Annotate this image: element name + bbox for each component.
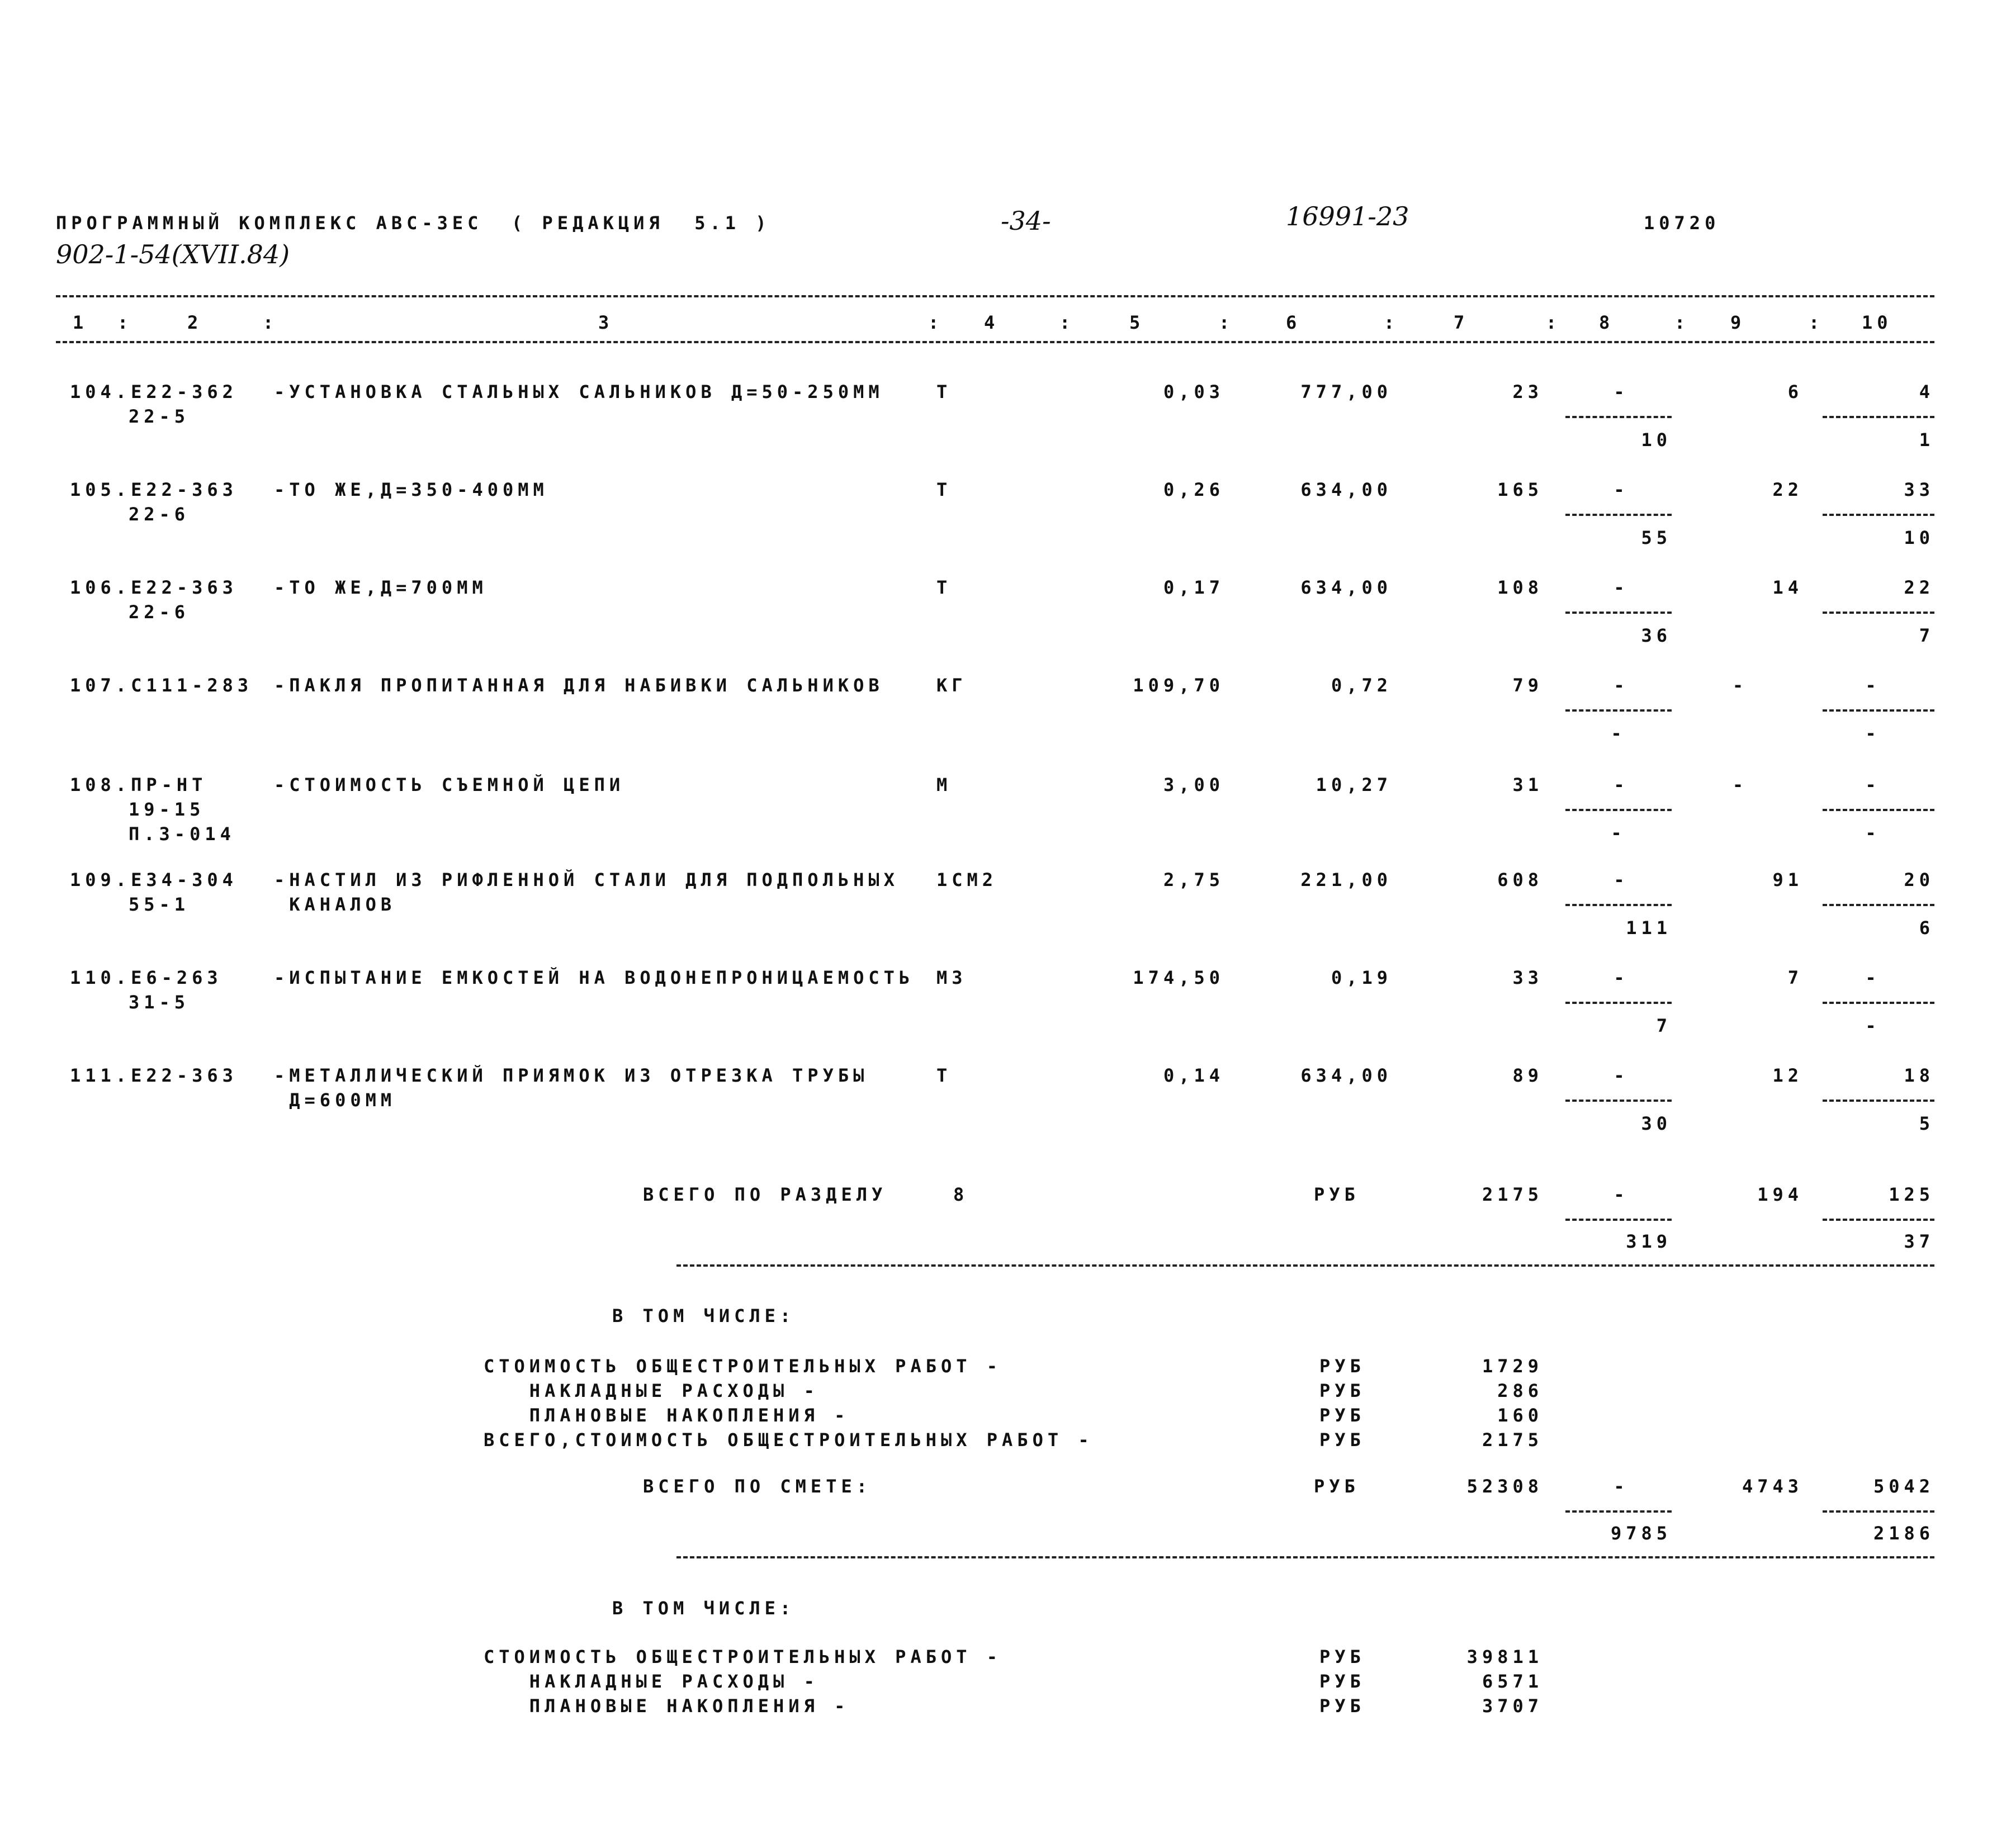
line-unit: РУБ (1319, 1646, 1365, 1667)
fraction-line (1565, 709, 1672, 712)
fraction-line (1823, 416, 1934, 418)
row-quantity: 0,03 (1163, 381, 1224, 402)
fraction-line (1823, 1100, 1934, 1102)
fraction-line (1565, 1002, 1672, 1004)
row-unit-price: 221,00 (1300, 869, 1392, 890)
line-label: НАКЛАДНЫЕ РАСХОДЫ - (484, 1380, 819, 1401)
column-separator: : (1384, 312, 1399, 333)
column-separator: : (117, 312, 133, 333)
column-header: 8 (1599, 312, 1615, 333)
row-code: 104.Е22-362 (70, 381, 238, 402)
fraction-line (1823, 904, 1934, 906)
row-col8-sub: 10 (1641, 429, 1672, 451)
row-col10: 22 (1904, 577, 1934, 598)
row-subcode: 55-1 (129, 894, 190, 915)
row-quantity: 2,75 (1163, 869, 1224, 890)
row-col10: 4 (1919, 381, 1934, 402)
row-col10-sub: 6 (1919, 917, 1934, 939)
row-col10-sub: 1 (1919, 429, 1934, 451)
row-code: 106.Е22-363 (70, 577, 238, 598)
section-number: 8 (953, 1184, 969, 1205)
row-col8-sub: 7 (1656, 1015, 1672, 1036)
row-unit: 1СМ2 (936, 869, 998, 890)
row-quantity: 0,17 (1163, 577, 1224, 598)
row-col8: - (1614, 967, 1629, 988)
fraction-line (1823, 709, 1934, 712)
line-label: ПЛАНОВЫЕ НАКОПЛЕНИЯ - (484, 1405, 850, 1426)
row-col10: - (1865, 967, 1881, 988)
fraction-line (1565, 1219, 1672, 1221)
row-description: -ПАКЛЯ ПРОПИТАННАЯ ДЛЯ НАБИВКИ САЛЬНИКОВ (274, 675, 884, 696)
line-value: 3707 (1482, 1695, 1543, 1717)
row-col8-sub: 36 (1641, 625, 1672, 646)
line-unit: РУБ (1319, 1356, 1365, 1377)
estimate-total-c10: 5042 (1873, 1476, 1934, 1497)
estimate-total-c8-sub: 9785 (1610, 1523, 1672, 1544)
section-total-label: ВСЕГО ПО РАЗДЕЛУ (643, 1184, 887, 1205)
row-col10-sub: 5 (1919, 1113, 1934, 1134)
row-col8-sub: 55 (1641, 527, 1672, 548)
column-header: 3 (598, 312, 614, 333)
row-total: 89 (1512, 1065, 1543, 1086)
row-subcode: 19-15 (129, 799, 205, 820)
program-title: ПРОГРАММНЫЙ КОМПЛЕКС АВС-ЗЕС (56, 212, 483, 234)
fraction-line (1823, 1510, 1934, 1513)
row-total: 108 (1497, 577, 1543, 598)
row-col10: - (1865, 774, 1881, 795)
section-total-c10-sub: 37 (1904, 1231, 1934, 1252)
column-separator: : (928, 312, 944, 333)
row-col9: - (1732, 675, 1748, 696)
row-subcode: 22-5 (129, 406, 190, 427)
row-col10: 33 (1904, 479, 1934, 500)
row-description: -СТОИМОСТЬ СЪЕМНОЙ ЦЕПИ (274, 774, 625, 795)
row-col8: - (1614, 381, 1629, 402)
column-separator: : (1809, 312, 1824, 333)
row-description: -МЕТАЛЛИЧЕСКИЙ ПРИЯМОК ИЗ ОТРЕЗКА ТРУБЫ (274, 1065, 869, 1086)
estimate-total-c8: - (1614, 1476, 1629, 1497)
section-total-c8: - (1614, 1184, 1629, 1205)
line-label: ПЛАНОВЫЕ НАКОПЛЕНИЯ - (484, 1695, 850, 1717)
column-header: 2 (187, 312, 203, 333)
row-col8: - (1614, 479, 1629, 500)
row-col10: 20 (1904, 869, 1934, 890)
row-unit: КГ (936, 675, 967, 696)
section-total-unit: РУБ (1314, 1184, 1360, 1205)
estimate-rule (676, 1556, 1934, 1558)
line-unit: РУБ (1319, 1671, 1365, 1692)
line-value: 2175 (1482, 1429, 1543, 1451)
row-col8: - (1614, 675, 1629, 696)
doc-number: 10720 (1644, 212, 1720, 234)
fraction-line (1823, 612, 1934, 614)
estimate-total-c10-sub: 2186 (1873, 1523, 1934, 1544)
row-code: 109.Е34-304 (70, 869, 238, 890)
row-quantity: 174,50 (1133, 967, 1224, 988)
row-description: -НАСТИЛ ИЗ РИФЛЕННОЙ СТАЛИ ДЛЯ ПОДПОЛЬНЫХ (274, 869, 899, 890)
row-description: Д=600ММ (274, 1089, 396, 1111)
fraction-line (1823, 1219, 1934, 1221)
row-subcode: 31-5 (129, 992, 190, 1013)
column-header: 5 (1129, 312, 1145, 333)
row-col10-sub: 10 (1904, 527, 1934, 548)
row-col9: 12 (1772, 1065, 1803, 1086)
line-value: 286 (1497, 1380, 1543, 1401)
row-unit: М3 (936, 967, 967, 988)
row-description: -ИСПЫТАНИЕ ЕМКОСТЕЙ НА ВОДОНЕПРОНИЦАЕМОСТЬ (274, 967, 915, 988)
fraction-line (1823, 1002, 1934, 1004)
line-unit: РУБ (1319, 1695, 1365, 1717)
header-rule-top (56, 295, 1934, 297)
estimate-total-c9: 4743 (1742, 1476, 1803, 1497)
row-unit-price: 0,19 (1331, 967, 1392, 988)
column-separator: : (263, 312, 278, 333)
fraction-line (1565, 514, 1672, 516)
row-col10-sub: - (1865, 1015, 1881, 1036)
row-col8: - (1614, 774, 1629, 795)
row-description: КАНАЛОВ (274, 894, 396, 915)
row-quantity: 0,14 (1163, 1065, 1224, 1086)
including-title: В ТОМ ЧИСЛЕ: (612, 1305, 796, 1326)
line-label: СТОИМОСТЬ ОБЩЕСТРОИТЕЛЬНЫХ РАБОТ - (484, 1646, 1002, 1667)
line-unit: РУБ (1319, 1405, 1365, 1426)
estimate-total-sum: 52308 (1466, 1476, 1543, 1497)
line-unit: РУБ (1319, 1380, 1365, 1401)
row-description: -ТО ЖЕ,Д=350-400ММ (274, 479, 548, 500)
line-unit: РУБ (1319, 1429, 1365, 1451)
column-separator: : (1546, 312, 1562, 333)
row-subcode: П.3-014 (129, 823, 235, 845)
row-description: -УСТАНОВКА СТАЛЬНЫХ САЛЬНИКОВ Д=50-250ММ (274, 381, 884, 402)
row-unit-price: 777,00 (1300, 381, 1392, 402)
row-total: 79 (1512, 675, 1543, 696)
column-separator: : (1674, 312, 1690, 333)
row-unit-price: 634,00 (1300, 577, 1392, 598)
fraction-line (1565, 612, 1672, 614)
row-col8-sub: 111 (1626, 917, 1672, 939)
row-quantity: 3,00 (1163, 774, 1224, 795)
fraction-line (1565, 904, 1672, 906)
row-unit-price: 0,72 (1331, 675, 1392, 696)
row-total: 165 (1497, 479, 1543, 500)
row-col10-sub: 7 (1919, 625, 1934, 646)
estimate-total-unit: РУБ (1314, 1476, 1360, 1497)
section-total-sum: 2175 (1482, 1184, 1543, 1205)
row-unit: Т (936, 1065, 952, 1086)
column-header: 4 (984, 312, 1000, 333)
section-rule (676, 1264, 1934, 1267)
row-subcode: 22-6 (129, 504, 190, 525)
row-unit-price: 10,27 (1316, 774, 1392, 795)
column-header: 10 (1862, 312, 1892, 333)
line-value: 1729 (1482, 1356, 1543, 1377)
row-unit-price: 634,00 (1300, 1065, 1392, 1086)
row-col8-sub: 30 (1641, 1113, 1672, 1134)
row-col10: - (1865, 675, 1881, 696)
row-code: 108.ПР-НТ (70, 774, 207, 795)
line-value: 6571 (1482, 1671, 1543, 1692)
line-label: СТОИМОСТЬ ОБЩЕСТРОИТЕЛЬНЫХ РАБОТ - (484, 1356, 1002, 1377)
row-total: 31 (1512, 774, 1543, 795)
row-col10-sub: - (1865, 723, 1881, 744)
fraction-line (1823, 514, 1934, 516)
section-total-c10: 125 (1889, 1184, 1934, 1205)
row-quantity: 0,26 (1163, 479, 1224, 500)
row-subcode: 22-6 (129, 601, 190, 623)
row-code: 111.Е22-363 (70, 1065, 238, 1086)
fraction-line (1565, 1510, 1672, 1513)
line-label: НАКЛАДНЫЕ РАСХОДЫ - (484, 1671, 819, 1692)
column-header: 1 (73, 312, 88, 333)
fraction-line (1565, 809, 1672, 811)
row-total: 33 (1512, 967, 1543, 988)
row-unit: Т (936, 381, 952, 402)
project-code: 902-1-54(XVII.84) (56, 239, 290, 269)
including-title-2: В ТОМ ЧИСЛЕ: (612, 1598, 796, 1619)
page-number: -34- (1001, 206, 1051, 236)
row-col8-sub: - (1611, 822, 1626, 844)
row-code: 107.С111-283 (70, 675, 253, 696)
header-rule-bottom (56, 341, 1934, 343)
estimate-total-label: ВСЕГО ПО СМЕТЕ: (643, 1476, 872, 1497)
row-col8-sub: - (1611, 723, 1626, 744)
section-total-c9: 194 (1757, 1184, 1803, 1205)
row-unit: Т (936, 577, 952, 598)
row-description: -ТО ЖЕ,Д=700ММ (274, 577, 488, 598)
section-total-c8-sub: 319 (1626, 1231, 1672, 1252)
row-col9: 91 (1772, 869, 1803, 890)
line-label: ВСЕГО,СТОИМОСТЬ ОБЩЕСТРОИТЕЛЬНЫХ РАБОТ - (484, 1429, 1094, 1451)
row-col8: - (1614, 577, 1629, 598)
fraction-line (1823, 809, 1934, 811)
edition-label: ( РЕДАКЦИЯ 5.1 ) (512, 212, 771, 234)
row-col10: 18 (1904, 1065, 1934, 1086)
column-header: 9 (1730, 312, 1746, 333)
row-col9: 7 (1787, 967, 1803, 988)
row-code: 110.Е6-263 (70, 967, 223, 988)
line-value: 160 (1497, 1405, 1543, 1426)
row-code: 105.Е22-363 (70, 479, 238, 500)
doc-code: 16991-23 (1286, 201, 1409, 231)
row-total: 23 (1512, 381, 1543, 402)
row-quantity: 109,70 (1133, 675, 1224, 696)
row-unit: Т (936, 479, 952, 500)
row-total: 608 (1497, 869, 1543, 890)
row-col9: 14 (1772, 577, 1803, 598)
fraction-line (1565, 1100, 1672, 1102)
line-value: 39811 (1466, 1646, 1543, 1667)
column-separator: : (1219, 312, 1234, 333)
column-header: 6 (1286, 312, 1302, 333)
row-col9: 6 (1787, 381, 1803, 402)
row-col9: - (1732, 774, 1748, 795)
row-unit: М (936, 774, 952, 795)
row-unit-price: 634,00 (1300, 479, 1392, 500)
row-col10-sub: - (1865, 822, 1881, 844)
row-col9: 22 (1772, 479, 1803, 500)
row-col8: - (1614, 869, 1629, 890)
fraction-line (1565, 416, 1672, 418)
column-header: 7 (1454, 312, 1469, 333)
row-col8: - (1614, 1065, 1629, 1086)
column-separator: : (1059, 312, 1075, 333)
